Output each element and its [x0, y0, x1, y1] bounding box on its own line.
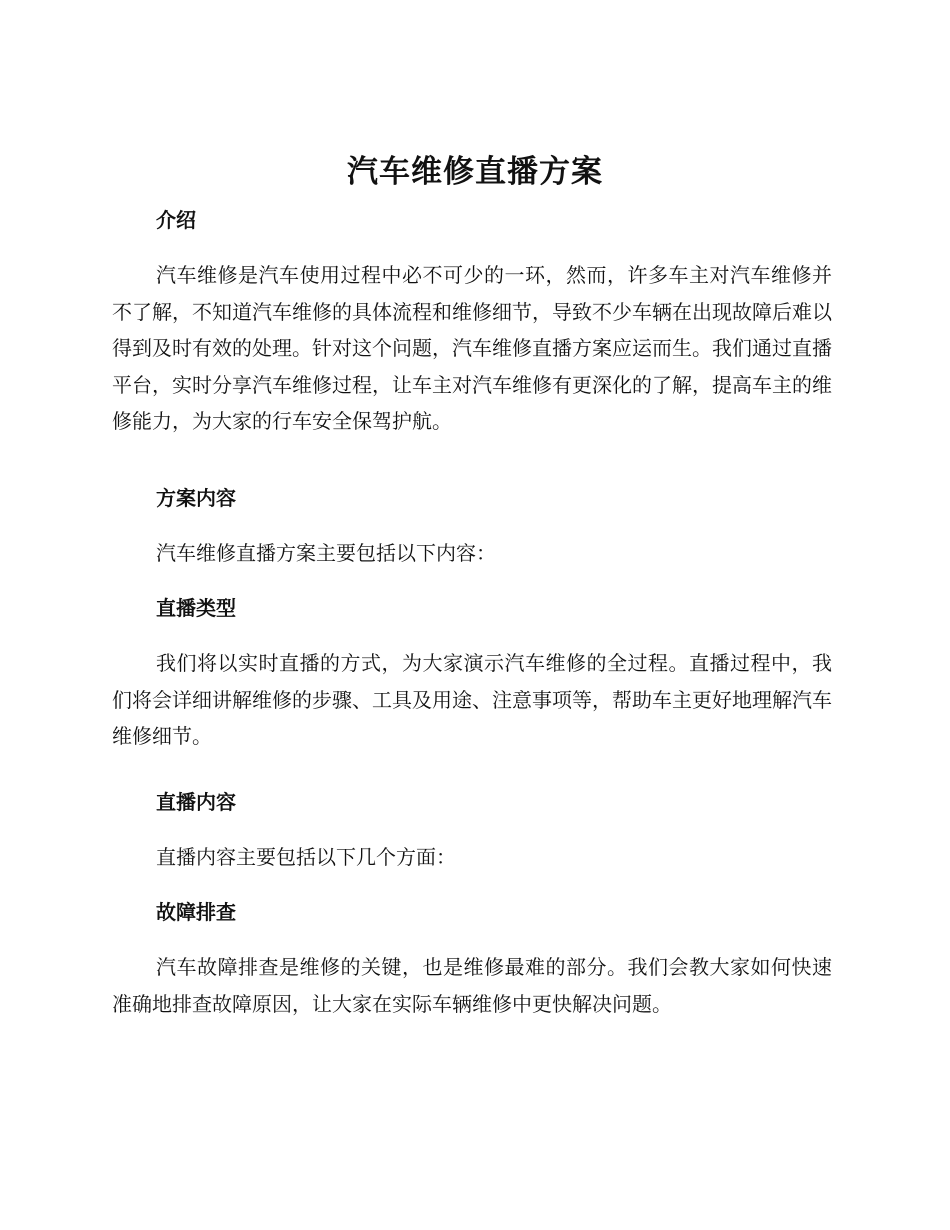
section-heading-live-content: 直播内容: [156, 790, 236, 814]
section-paragraph-live-content: 直播内容主要包括以下几个方面：: [156, 845, 456, 869]
section-heading-plan-content: 方案内容: [156, 486, 236, 510]
section-heading-intro: 介绍: [156, 208, 196, 232]
section-heading-live-type: 直播类型: [156, 596, 236, 620]
section-heading-troubleshooting: 故障排查: [156, 900, 236, 924]
section-paragraph-live-type: 我们将以实时直播的方式，为大家演示汽车维修的全过程。直播过程中，我们将会详细讲解维修的步骤、工具及用途、注意事项等，帮助车主更好地理解汽车维修细节。: [112, 651, 832, 748]
section-paragraph-intro: 汽车维修是汽车使用过程中必不可少的一环，然而，许多车主对汽车维修并不了解，不知道汽车维修的具体流程和维修细节，导致不少车辆在出现故障后难以得到及时有效的处理。针对这个问题，汽车维修直播方案应运而生。我们通过直播平台，实时分享汽车维修过程，让车主对汽车维修有更深化的了解，提高车主的维修能力，为大家的行车安全保驾护航。: [112, 263, 832, 433]
section-paragraph-troubleshooting: 汽车故障排查是维修的关键，也是维修最难的部分。我们会教大家如何快速准确地排查故障原因，让大家在实际车辆维修中更快解决问题。: [112, 955, 832, 1016]
section-paragraph-plan-content: 汽车维修直播方案主要包括以下内容：: [156, 541, 496, 565]
document-title: 汽车维修直播方案: [347, 154, 603, 190]
